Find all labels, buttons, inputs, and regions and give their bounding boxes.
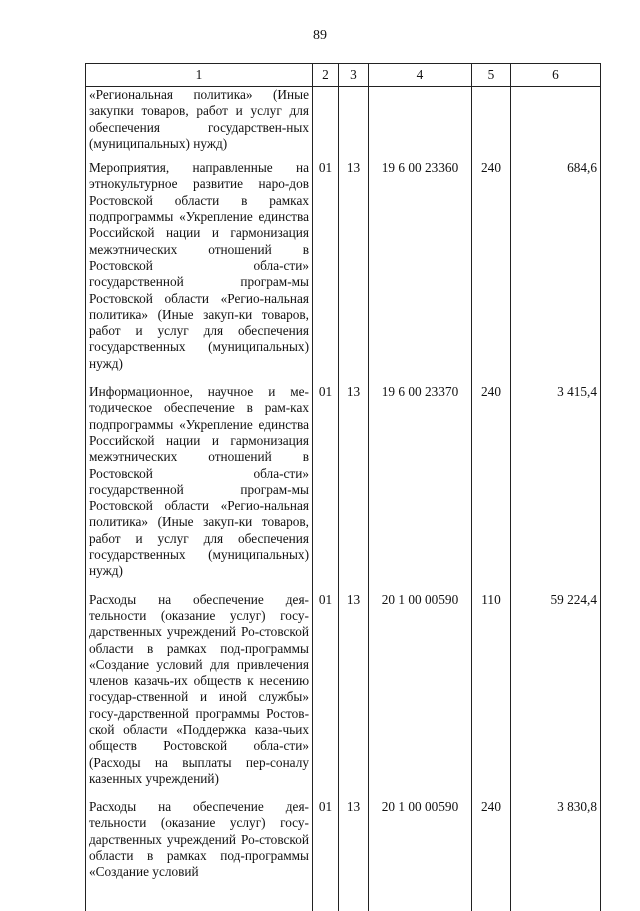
row-target-article: 20 1 00 00590	[369, 592, 472, 800]
table-header	[86, 64, 601, 87]
row-amount: 3 415,4	[511, 384, 601, 592]
row-subsection: 13	[339, 160, 369, 384]
row-name: Информационное, научное и ме-тодическое обеспечение в рам-ках подпрограммы «Укрепление единства Российской нации и гармонизация межэтнических отношений в Ростовской обла-сти» государственной програм-мы Ростовской области «Регио-нальная политика» (Иные закуп-ки товаров, работ и услуг для обеспечения государственных (муниципальных) нужд)	[86, 384, 313, 592]
row-amount: 3 830,8	[511, 799, 601, 910]
row-expense-type: 240	[472, 384, 511, 592]
row-subsection: 13	[339, 592, 369, 800]
row-amount: 684,6	[511, 160, 601, 384]
row-section: 01	[313, 799, 339, 910]
table-row	[86, 799, 601, 910]
row-target-article: 19 6 00 23360	[369, 160, 472, 384]
header-col-5: 5	[472, 64, 511, 87]
table-row	[86, 87, 601, 161]
row-subsection: 13	[339, 799, 369, 910]
page-number: 89	[313, 28, 327, 43]
row-name: «Региональная политика» (Иные закупки товаров, работ и услуг для обеспечения государствен-ных (муниципальных) нужд)	[86, 87, 313, 161]
row-expense-type	[472, 87, 511, 161]
header-col-2: 2	[313, 64, 339, 87]
row-subsection	[339, 87, 369, 161]
header-col-4: 4	[369, 64, 472, 87]
row-expense-type: 240	[472, 799, 511, 910]
row-subsection: 13	[339, 384, 369, 592]
row-section: 01	[313, 384, 339, 592]
row-name: Мероприятия, направленные на этнокультурное развитие наро-дов Ростовской области в рамках подпрограммы «Укрепление единства Российской нации и гармонизация межэтнических отношений в Ростовской обла-сти» государственной програм-мы Ростовской области «Регио-нальная политика» (Иные закуп-ки товаров, работ и услуг для обеспечения государственных (муниципальных) нужд)	[86, 160, 313, 384]
row-expense-type: 110	[472, 592, 511, 800]
header-col-6: 6	[511, 64, 601, 87]
row-section: 01	[313, 592, 339, 800]
row-section: 01	[313, 160, 339, 384]
row-target-article: 19 6 00 23370	[369, 384, 472, 592]
table-row	[86, 592, 601, 800]
header-col-1: 1	[86, 64, 313, 87]
row-expense-type: 240	[472, 160, 511, 384]
row-amount: 59 224,4	[511, 592, 601, 800]
row-target-article: 20 1 00 00590	[369, 799, 472, 910]
row-name: Расходы на обеспечение дея-тельности (оказание услуг) госу-дарственных учреждений Ро-стовской области в рамках под-программы «Создание условий для привлечения членов казачь-их обществ к несению государ-ственной и иной службы» госу-дарственной программы Ростов-ской области «Поддержка каза-чьих обществ Ростовской обла-сти» (Расходы на выплаты пер-соналу казенных учреждений)	[86, 592, 313, 800]
table-row	[86, 384, 601, 592]
header-col-3: 3	[339, 64, 369, 87]
row-section	[313, 87, 339, 161]
budget-table	[85, 63, 601, 911]
row-target-article	[369, 87, 472, 161]
row-name: Расходы на обеспечение дея-тельности (оказание услуг) госу-дарственных учреждений Ро-стовской области в рамках под-программы «Создание условий	[86, 799, 313, 910]
row-amount	[511, 87, 601, 161]
table-row	[86, 160, 601, 384]
